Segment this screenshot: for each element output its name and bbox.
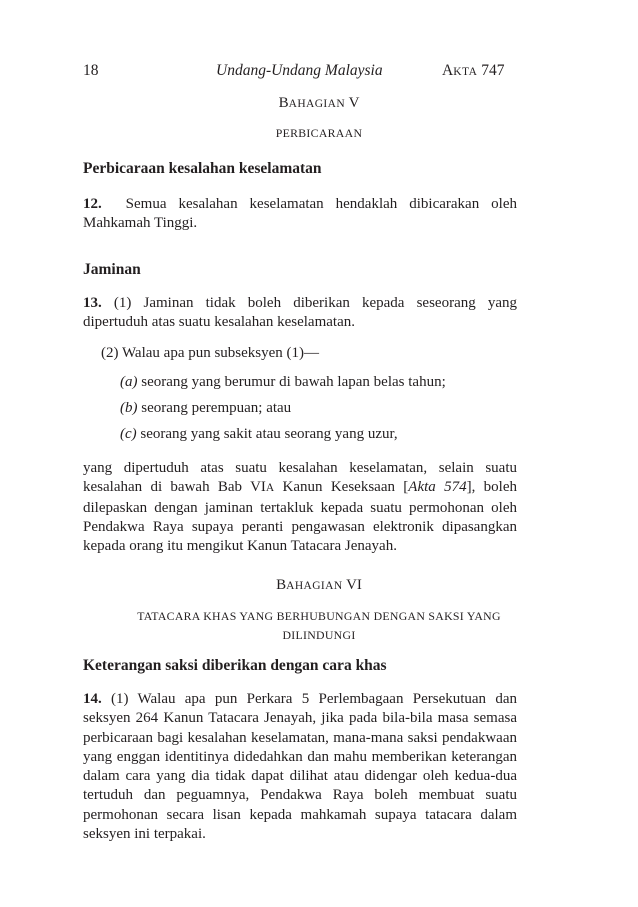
section-12-heading: Perbicaraan kesalahan keselamatan	[83, 160, 322, 177]
part-6-label	[0, 577, 638, 594]
section-13-closing	[83, 459, 517, 556]
running-title: Undang-Undang Malaysia	[216, 62, 383, 79]
closing-text-2: Kanun Keseksaan [	[274, 479, 409, 496]
part-5-label-rest: AHAGIAN	[288, 98, 346, 110]
part-5-numeral: V	[348, 95, 360, 111]
part-5-label	[0, 95, 638, 112]
section-13-sub1-text: (1) Jaminan tidak boleh diberikan kepada seseorang yang dipertuduh atas suatu kesalahan keselamatan.	[83, 295, 518, 331]
page-number: 18	[83, 62, 99, 79]
section-13-subsection-1	[83, 294, 517, 333]
act-574-reference: Akta 574	[408, 479, 467, 496]
closing-text-1: yang dipertuduh atas suatu kesalahan keselamatan, selain suatu kesalahan di bawah Bab VI	[83, 460, 517, 496]
list-item	[120, 374, 446, 391]
part-5-title: PERBICARAAN	[275, 126, 363, 140]
act-reference	[442, 62, 505, 80]
section-12-body	[83, 195, 517, 234]
act-prefix-small: KTA	[453, 66, 478, 78]
act-prefix: A	[442, 62, 454, 79]
section-13-subsection-2: (2) Walau apa pun subseksyen (1)—	[101, 345, 320, 361]
item-label: (c)	[120, 426, 137, 442]
item-text: seorang yang sakit atau seorang yang uzur,	[140, 426, 398, 442]
section-12-text: Semua kesalahan keselamatan hendaklah dibicarakan oleh Mahkamah Tinggi.	[83, 196, 517, 232]
closing-text-3: ], boleh dilepaskan dengan jaminan tertakluk kepada suatu permohonan oleh Pendakwa Raya supaya peranti pengawasan elektronik dipasangkan kepada orang itu mengikut Kanun Tatacara Jenayah.	[83, 479, 517, 555]
item-text: seorang perempuan; atau	[141, 400, 292, 416]
part-5-label-initial: B	[278, 95, 289, 111]
list-item	[120, 400, 291, 417]
section-13-heading: Jaminan	[83, 261, 141, 278]
section-14-text: (1) Walau apa pun Perkara 5 Perlembagaan Persekutuan dan seksyen 264 Kanun Tatacara Jenayah, jika pada bila-bila masa semasa perbicaraan bagi kesalahan keselamatan, mana-mana saksi pendakwaan yang enggan identitinya didedahkan dan mahu memberikan keterangan dalam cara yang dia tidak dapat dilihat atau didengar oleh kedua-dua tertuduh dan peguamnya, Pendakwa Raya boleh membuat suatu permohonan secara lisan kepada mahkamah supaya tatacara dalam seksyen ini terpakai.	[83, 691, 517, 843]
act-number: 747	[481, 62, 505, 79]
part-6-label-initial: B	[276, 577, 287, 593]
part-6-title-line-1: TATACARA KHAS YANG BERHUBUNGAN DENGAN SAKSI YANG	[137, 609, 501, 623]
item-text: seorang yang berumur di bawah lapan belas tahun;	[141, 374, 446, 390]
section-12-number: 12.	[83, 196, 102, 212]
list-item	[120, 426, 398, 443]
section-13-number: 13.	[83, 295, 102, 311]
part-6-title-line-2: DILINDUNGI	[282, 628, 356, 642]
section-14-body	[83, 690, 517, 844]
section-14-number: 14.	[83, 691, 102, 707]
part-6-label-rest: AHAGIAN	[286, 580, 343, 592]
section-14-heading: Keterangan saksi diberikan dengan cara khas	[83, 657, 387, 674]
part-6-numeral: VI	[346, 577, 362, 593]
item-label: (b)	[120, 400, 138, 416]
chapter-suffix: A	[265, 482, 275, 495]
item-label: (a)	[120, 374, 138, 390]
